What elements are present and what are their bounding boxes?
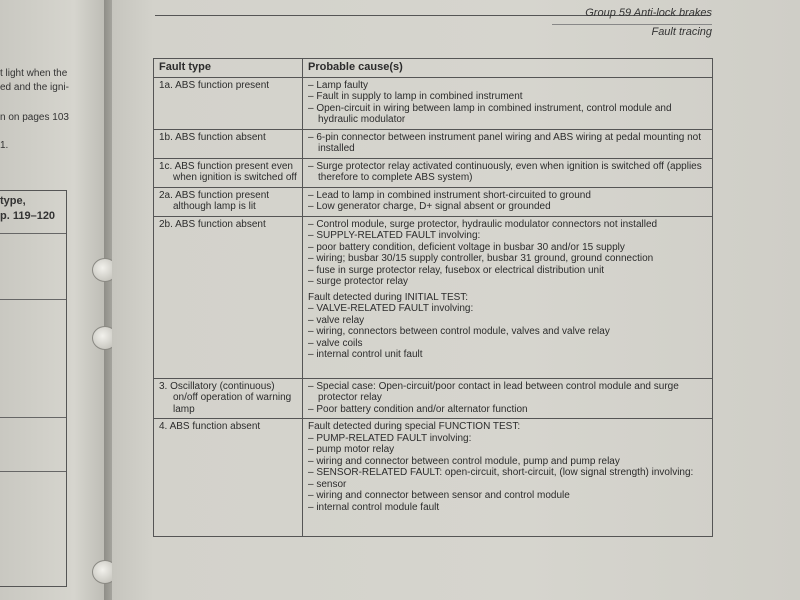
table-row [154,419,713,537]
cause-line: – SENSOR-RELATED FAULT: open-circuit, short-circuit, (low signal strength) involving: [308,467,694,478]
page-header-title: Group 59 Anti-lock brakes [585,7,712,19]
cause-line: – Low generator charge, D+ signal absent or grounded [308,201,551,212]
fault-type-text: 1a. ABS function present [159,79,270,91]
cause-line: – Poor battery condition and/or alternator function [308,403,528,415]
left-table-box [0,190,67,587]
table-body [154,77,713,537]
fault-type-cell [154,158,303,187]
left-text-fragment: n on pages 103 [0,112,69,123]
fault-type-text: 2a. ABS function present although lamp is lit [159,189,270,212]
left-text-fragment: type, [0,195,26,207]
cause-line: – Special case: Open-circuit/poor contact in lead between control module and surge protector relay [308,380,679,403]
probable-cause-cell [303,77,713,129]
column-header-probable-causes: Probable cause(s) [303,59,713,78]
cause-line: – valve coils [308,337,363,349]
cause-line: – internal control unit fault [308,349,423,360]
column-header-fault-type: Fault type [154,59,303,78]
page-header-subtitle: Fault tracing [651,26,712,38]
probable-cause-cell [303,187,713,216]
probable-cause-cell [303,378,713,419]
cause-line: – VALVE-RELATED FAULT involving: [308,303,474,314]
table-row [154,378,713,419]
fault-type-cell [154,129,303,158]
cause-line: – Fault in supply to lamp in combined instrument [308,91,523,102]
fault-type-text: 4. ABS function absent [159,421,261,432]
fault-type-cell [154,378,303,419]
left-page [0,0,106,600]
cause-line: – wiring and connector between sensor and control module [308,490,570,501]
header-rule [552,24,712,25]
cause-line: Fault detected during INITIAL TEST: [308,291,469,303]
cause-line: – pump motor relay [308,444,395,455]
table-row [154,216,713,378]
probable-cause-cell [303,216,713,378]
cause-line: – Open-circuit in wiring between lamp in combined instrument, control module and hydraulic modulator [308,102,672,125]
cause-line: – Control module, surge protector, hydraulic modulator connectors not installed [308,218,658,230]
table-row [154,77,713,129]
fault-tracing-table [153,58,713,537]
fault-type-cell [154,187,303,216]
cause-line: – internal control module fault [308,501,440,513]
fault-type-text: 1b. ABS function absent [159,131,266,143]
table-row [154,158,713,187]
fault-type-text: 2b. ABS function absent [159,218,266,230]
table-row [154,129,713,158]
fault-type-cell [154,419,303,537]
table-row [154,187,713,216]
table-header-row [154,59,713,78]
cause-line: – poor battery condition, deficient voltage in busbar 30 and/or 15 supply [308,241,625,253]
cause-line: – fuse in surge protector relay, fusebox or electrical distribution unit [308,264,605,276]
cause-line: – PUMP-RELATED FAULT involving: [308,432,472,444]
fault-type-text: 3. Oscillatory (continuous) on/off operation of warning lamp [159,380,292,415]
cause-line: – Lead to lamp in combined instrument short-circuited to ground [308,189,591,201]
left-text-fragment: t light when the [0,68,68,79]
probable-cause-cell [303,158,713,187]
cause-line: – wiring; busbar 30/15 supply controller, busbar 31 ground, ground connection [308,253,654,264]
fault-type-cell [154,77,303,129]
left-text-fragment: p. 119–120 [0,210,56,222]
left-text-fragment: ed and the igni- [0,82,69,93]
probable-cause-cell [303,129,713,158]
cause-line: – sensor [308,478,347,490]
cause-line: – SUPPLY-RELATED FAULT involving: [308,230,481,241]
cause-line: – surge protector relay [308,276,409,287]
fault-type-text: 1c. ABS function present even when ignition is switched off [159,160,297,183]
cause-line: – Surge protector relay activated continuously, even when ignition is switched off (applies therefore to complete ABS system) [308,160,702,183]
left-text-fragment: 1. [0,140,9,151]
cause-line: Fault detected during special FUNCTION TEST: [308,421,521,432]
cause-line: – valve relay [308,314,365,326]
fault-type-cell [154,216,303,378]
cause-line: – wiring and connector between control module, pump and pump relay [308,455,620,467]
cause-line: – Lamp faulty [308,79,369,91]
manual-page [112,0,800,600]
probable-cause-cell [303,419,713,537]
cause-line: – wiring, connectors between control module, valves and valve relay [308,326,610,337]
cause-line: – 6-pin connector between instrument panel wiring and ABS wiring at pedal mounting not installed [308,131,702,154]
